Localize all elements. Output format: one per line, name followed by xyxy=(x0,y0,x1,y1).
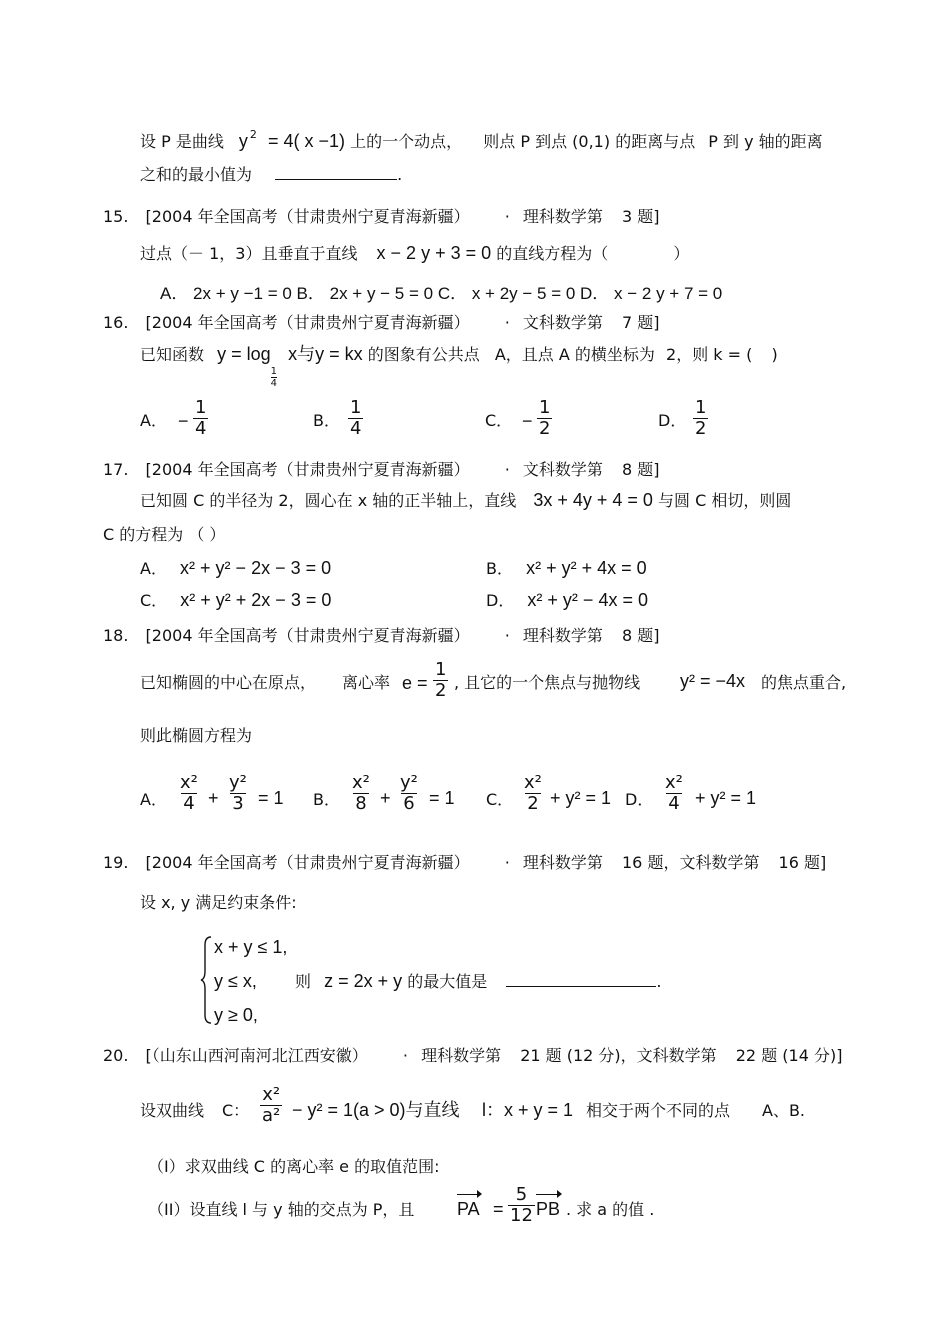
den: 12 xyxy=(510,1205,533,1226)
text: 2，则 k = ( xyxy=(666,345,753,364)
equals: = xyxy=(493,1199,504,1219)
question-ref: 3 题] xyxy=(622,207,660,226)
math: x − 2 y + 3 = 0 xyxy=(376,243,492,263)
left-brace-icon xyxy=(200,935,212,1025)
fraction xyxy=(193,398,208,439)
fraction xyxy=(348,398,363,439)
text: （II）设直线 l 与 y 轴的交点为 P，且 xyxy=(148,1200,415,1219)
equals: = 1 xyxy=(258,788,284,808)
q19-ask xyxy=(295,970,661,993)
math: 3x + 4y + 4 = 0 xyxy=(533,490,653,510)
subject: 理科数学第 xyxy=(522,853,603,872)
den: 4 xyxy=(668,793,680,814)
subject: 理科数学第 xyxy=(522,207,603,226)
q18-header xyxy=(103,625,660,647)
p14-line2 xyxy=(140,164,402,186)
fraction xyxy=(433,660,448,701)
question-ref: 16 题，文科数学第 xyxy=(622,853,760,872)
text: A、B. xyxy=(762,1101,806,1120)
den: a² xyxy=(262,1105,281,1126)
option-label: C． xyxy=(485,411,513,430)
question-number: 20. xyxy=(103,1046,129,1065)
q19-header xyxy=(103,852,826,874)
text: 已知圆 C 的半径为 2，圆心在 x 轴的正半轴上，直线 xyxy=(140,491,517,510)
math: y² = −4x xyxy=(680,671,746,691)
math: x² + y² + 4x = 0 xyxy=(526,558,647,578)
source: [（山东山西河南河北江西安徽） xyxy=(145,1046,368,1065)
text: 设 P 是曲线 xyxy=(140,132,224,151)
option-label: C． xyxy=(486,790,514,809)
num: x² xyxy=(524,772,542,793)
den: 4 xyxy=(195,418,207,439)
source: [2004 年全国高考（甘肃贵州宁夏青海新疆） xyxy=(145,207,470,226)
text: 相交于两个不同的点 xyxy=(586,1101,731,1120)
math: z = 2x + y xyxy=(324,971,403,991)
sup: 2 xyxy=(249,128,257,141)
fraction xyxy=(398,773,420,814)
text: 已知函数 xyxy=(140,345,205,364)
den: 4 xyxy=(270,378,278,389)
q17-header xyxy=(103,459,660,481)
fraction xyxy=(350,773,372,814)
math: + y² = 1 xyxy=(695,788,757,808)
subject: 理科数学第 xyxy=(522,626,603,645)
q19-stem: 设 x, y 满足约束条件: xyxy=(140,893,297,912)
question-number: 18. xyxy=(103,626,129,645)
fraction xyxy=(522,773,544,814)
constraint-2: y ≤ x, xyxy=(214,971,257,991)
den: 2 xyxy=(539,418,551,439)
text: 之和的最小值为 xyxy=(140,165,253,184)
dot: · xyxy=(504,207,510,226)
fraction xyxy=(178,773,200,814)
q17-option-a xyxy=(140,557,331,580)
question-ref: 21 题 (12 分)，文科数学第 xyxy=(520,1046,717,1065)
den: 2 xyxy=(527,793,539,814)
option-label: A． xyxy=(140,411,167,430)
fraction xyxy=(693,398,708,439)
q17-stem-2: C 的方程为 （ ） xyxy=(103,525,226,544)
subject: 文科数学第 xyxy=(522,460,603,479)
fraction xyxy=(508,1185,535,1226)
answer-blank[interactable] xyxy=(275,165,397,180)
den: 4 xyxy=(183,793,195,814)
num: 1 xyxy=(695,397,707,418)
num: x² xyxy=(180,772,198,793)
text: ) xyxy=(771,345,778,364)
text: 上的一个动点， xyxy=(350,132,463,151)
option-label: A． xyxy=(140,559,167,578)
question-ref: 7 题] xyxy=(622,313,660,332)
option-label: B． xyxy=(313,790,340,809)
source: [2004 年全国高考（甘肃贵州宁夏青海新疆） xyxy=(145,853,470,872)
text: 则 xyxy=(295,972,312,991)
option-label: B． xyxy=(486,559,513,578)
text: . xyxy=(656,972,662,991)
fraction xyxy=(260,1085,282,1126)
num: 1 xyxy=(350,397,362,418)
question-number: 17. xyxy=(103,460,129,479)
text: 的最大值是 xyxy=(407,972,488,991)
num: x² xyxy=(262,1084,281,1105)
math: x与y = kx xyxy=(288,344,363,364)
den: 2 xyxy=(695,418,707,439)
option-label: A． xyxy=(140,790,167,809)
subject: 文科数学第 xyxy=(522,313,603,332)
option-label: D． xyxy=(486,591,515,610)
source: [2004 年全国高考（甘肃贵州宁夏青海新疆） xyxy=(145,460,470,479)
subject: 理科数学第 xyxy=(421,1046,502,1065)
q20-header xyxy=(103,1045,842,1067)
q17-option-c xyxy=(140,589,331,612)
question-ref: 22 题 (14 分)] xyxy=(735,1046,843,1065)
q15-stem xyxy=(140,242,689,265)
math: = 4( x −1) xyxy=(268,131,346,151)
dot: · xyxy=(402,1046,408,1065)
p14-line1 xyxy=(140,124,823,153)
text: 的图象有公共点 xyxy=(367,345,480,364)
num: 1 xyxy=(195,397,207,418)
sign: − xyxy=(178,411,189,431)
num: x² xyxy=(352,772,370,793)
constraint-1: x + y ≤ 1, xyxy=(214,937,288,957)
q18-stem-2: 则此椭圆方程为 xyxy=(140,726,253,745)
source: [2004 年全国高考（甘肃贵州宁夏青海新疆） xyxy=(145,626,470,645)
math: y = log xyxy=(217,344,271,364)
text: C： xyxy=(222,1101,250,1120)
fraction xyxy=(663,773,685,814)
text: 则点 P 到点 (0,1) 的距离与点 xyxy=(483,132,696,151)
dot: · xyxy=(504,313,510,332)
question-number: 16. xyxy=(103,313,129,332)
q16-stem xyxy=(140,343,778,389)
text: , 且它的一个焦点与抛物线 xyxy=(454,673,641,692)
den: 4 xyxy=(350,418,362,439)
num: 1 xyxy=(270,366,278,377)
vector-pb: PB xyxy=(536,1199,561,1219)
option-label: D． xyxy=(625,790,654,809)
text: 离心率 xyxy=(342,673,391,692)
vector-pa: PA xyxy=(457,1199,480,1219)
math: x² + y² + 2x − 3 = 0 xyxy=(180,590,332,610)
num: 1 xyxy=(539,397,551,418)
dot: · xyxy=(504,626,510,645)
den: 6 xyxy=(403,793,415,814)
q17-stem xyxy=(140,489,791,512)
num: 5 xyxy=(515,1184,528,1205)
text: 已知椭圆的中心在原点， xyxy=(140,673,317,692)
fraction xyxy=(227,773,249,814)
constraint-3: y ≥ 0, xyxy=(214,1005,258,1025)
question-ref: 16 题] xyxy=(778,853,827,872)
question-ref: 8 题] xyxy=(622,460,660,479)
dot: · xyxy=(504,853,510,872)
text: 与圆 C 相切，则圆 xyxy=(658,491,792,510)
num: 1 xyxy=(435,659,447,680)
option-label: D． xyxy=(658,411,687,430)
text: 设双曲线 xyxy=(140,1101,205,1120)
text: P 到 y 轴的距离 xyxy=(708,132,823,151)
answer-blank[interactable] xyxy=(506,972,656,987)
math: x² + y² − 4x = 0 xyxy=(527,590,648,610)
equals: = 1 xyxy=(429,788,455,808)
dot: · xyxy=(504,460,510,479)
question-number: 15. xyxy=(103,207,129,226)
question-number: 19. xyxy=(103,853,129,872)
q16-header xyxy=(103,312,660,334)
math: x² + y² − 2x − 3 = 0 xyxy=(180,558,332,578)
option-label: C． xyxy=(140,591,168,610)
q17-option-b xyxy=(486,557,647,580)
math: l：x + y = 1 xyxy=(482,1100,574,1120)
q15-header xyxy=(103,206,660,228)
q17-option-d xyxy=(486,589,648,612)
q20-part-1: （I）求双曲线 C 的离心率 e 的取值范围: xyxy=(148,1157,440,1176)
plus: + xyxy=(380,788,391,808)
math: e = xyxy=(402,673,428,693)
text: . 求 a 的值 . xyxy=(566,1200,655,1219)
fraction xyxy=(537,398,552,439)
num: y² xyxy=(229,772,247,793)
text: . xyxy=(397,165,403,184)
math: + y² = 1 xyxy=(550,788,612,808)
q15-options: A． 2x + y −1 = 0 B． 2x + y − 5 = 0 C． x + 2y − 5 = 0 D． x − 2 y + 7 = 0 xyxy=(160,284,723,303)
option-label: B． xyxy=(313,411,340,430)
num: y² xyxy=(400,772,418,793)
num: x² xyxy=(665,772,683,793)
text: A，且点 A 的横坐标为 xyxy=(494,345,655,364)
math: − y² = 1(a > 0)与直线 xyxy=(292,1100,460,1120)
question-ref: 8 题] xyxy=(622,626,660,645)
text: 的直线方程为（ xyxy=(496,244,609,263)
math: y xyxy=(238,131,248,151)
text: 过点（－ 1，3）且垂直于直线 xyxy=(140,244,358,263)
den: 2 xyxy=(435,680,447,701)
plus: + xyxy=(208,788,219,808)
sign: − xyxy=(522,411,533,431)
den: 3 xyxy=(232,793,244,814)
log-base xyxy=(271,366,277,389)
text: 的焦点重合, xyxy=(761,673,847,692)
source: [2004 年全国高考（甘肃贵州宁夏青海新疆） xyxy=(145,313,470,332)
den: 8 xyxy=(355,793,367,814)
text: ） xyxy=(673,244,690,263)
